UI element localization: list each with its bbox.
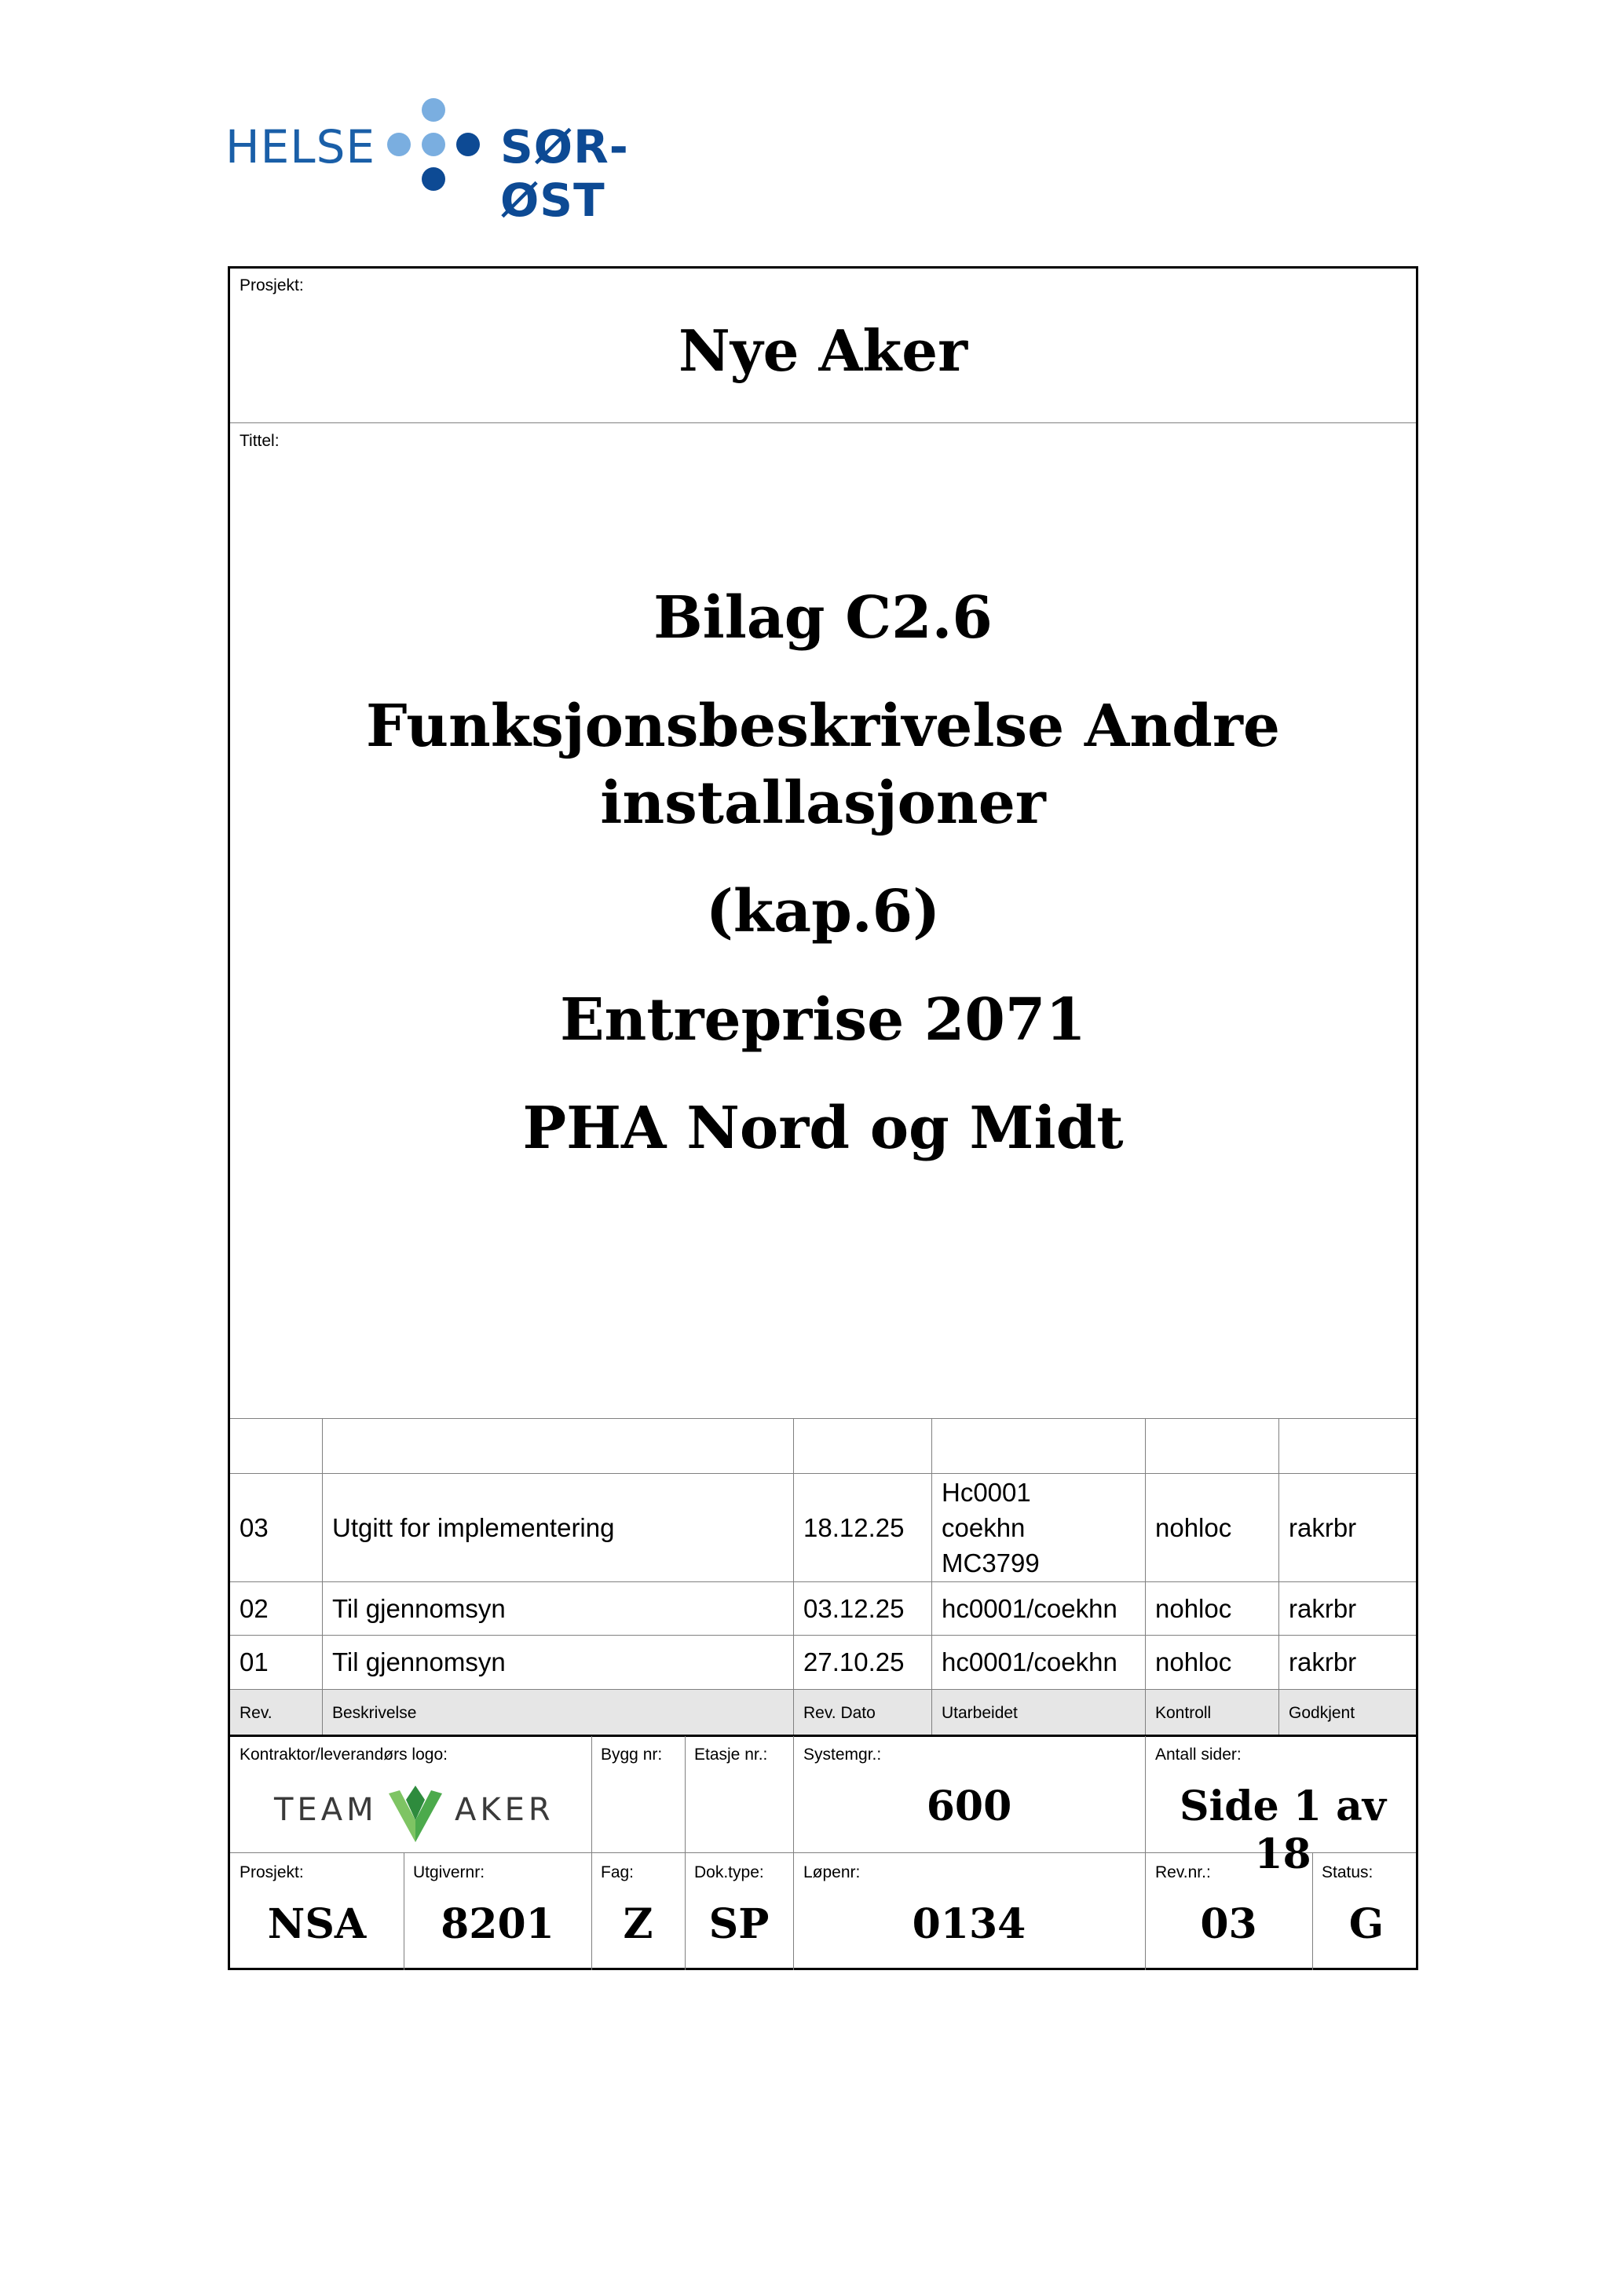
rev-number: 03: [240, 1513, 269, 1542]
footer-project-label: Prosjekt:: [240, 1863, 304, 1881]
pages-value: Side 1 av 18: [1179, 1782, 1387, 1878]
floor-label: Etasje nr.:: [694, 1746, 768, 1764]
title-line-2: Funksjonsbeskrivelse Andre: [366, 693, 1280, 760]
logo-left-word: HELSE: [225, 120, 376, 174]
discipline-label: Fag:: [601, 1863, 635, 1881]
rev-date: 03.12.25: [803, 1594, 905, 1623]
rev-prepared-3: MC3799: [942, 1548, 1040, 1578]
rev-prepared: hc0001/coekhn: [942, 1647, 1117, 1676]
title-line-5: Entreprise 2071: [560, 986, 1086, 1054]
title-line-4: (kap.6): [705, 878, 941, 945]
rev-prepared: hc0001/coekhn: [942, 1594, 1117, 1623]
doctype-label: Dok.type:: [694, 1863, 764, 1881]
title-line-3: installasjoner: [600, 770, 1046, 837]
rev-prepared-1: Hc0001: [942, 1478, 1031, 1507]
project-label: Prosjekt:: [240, 276, 304, 294]
footer-project-value: NSA: [267, 1900, 367, 1948]
rev-description: Utgitt for implementering: [332, 1513, 615, 1542]
title-line-1: Bilag C2.6: [653, 584, 993, 652]
rev-checked: nohloc: [1155, 1513, 1232, 1542]
rev-approved: rakrbr: [1289, 1594, 1357, 1623]
rev-header-desc: Beskrivelse: [332, 1704, 417, 1722]
title-line-6: PHA Nord og Midt: [522, 1095, 1124, 1162]
rev-approved: rakrbr: [1289, 1513, 1357, 1542]
rev-number: 02: [240, 1594, 269, 1623]
helse-sor-ost-logo: [225, 95, 712, 227]
rev-date: 27.10.25: [803, 1647, 905, 1676]
rev-header-approved: Godkjent: [1289, 1704, 1355, 1722]
rev-description: Til gjennomsyn: [332, 1594, 506, 1623]
rev-approved: rakrbr: [1289, 1647, 1357, 1676]
contractor-logo-label: Kontraktor/leverandørs logo:: [240, 1746, 448, 1764]
team-aker-left: TEAM: [274, 1792, 378, 1828]
team-aker-right: AKER: [455, 1792, 554, 1828]
rev-header-prepared: Utarbeidet: [942, 1704, 1018, 1722]
system-value: 600: [926, 1782, 1012, 1830]
serial-value: 0134: [912, 1900, 1026, 1948]
issuer-label: Utgivernr:: [413, 1863, 485, 1881]
serial-label: Løpenr:: [803, 1863, 861, 1881]
team-aker-logo: [274, 1782, 557, 1845]
rev-description: Til gjennomsyn: [332, 1647, 506, 1676]
status-label: Status:: [1322, 1863, 1373, 1881]
rev-checked: nohloc: [1155, 1647, 1232, 1676]
rev-header-rev: Rev.: [240, 1704, 272, 1722]
rev-checked: nohloc: [1155, 1594, 1232, 1623]
rev-prepared-2: coekhn: [942, 1513, 1026, 1542]
title-block-frame: [228, 266, 1418, 1970]
revnr-label: Rev.nr.:: [1155, 1863, 1211, 1881]
rev-number: 01: [240, 1647, 269, 1676]
pages-label: Antall sider:: [1155, 1746, 1242, 1764]
status-value: G: [1348, 1900, 1384, 1948]
doctype-value: SP: [708, 1900, 770, 1948]
revnr-value: 03: [1200, 1900, 1257, 1948]
rev-header-checked: Kontroll: [1155, 1704, 1212, 1722]
title-label: Tittel:: [240, 432, 280, 450]
logo-right-word: SØR-ØST: [500, 120, 629, 227]
project-name: Nye Aker: [678, 317, 967, 384]
system-label: Systemgr.:: [803, 1746, 882, 1764]
discipline-value: Z: [623, 1900, 653, 1948]
rev-date: 18.12.25: [803, 1513, 905, 1542]
building-label: Bygg nr:: [601, 1746, 663, 1764]
rev-header-date: Rev. Dato: [803, 1704, 876, 1722]
issuer-value: 8201: [441, 1900, 554, 1948]
team-aker-leaf-icon: [384, 1782, 447, 1844]
